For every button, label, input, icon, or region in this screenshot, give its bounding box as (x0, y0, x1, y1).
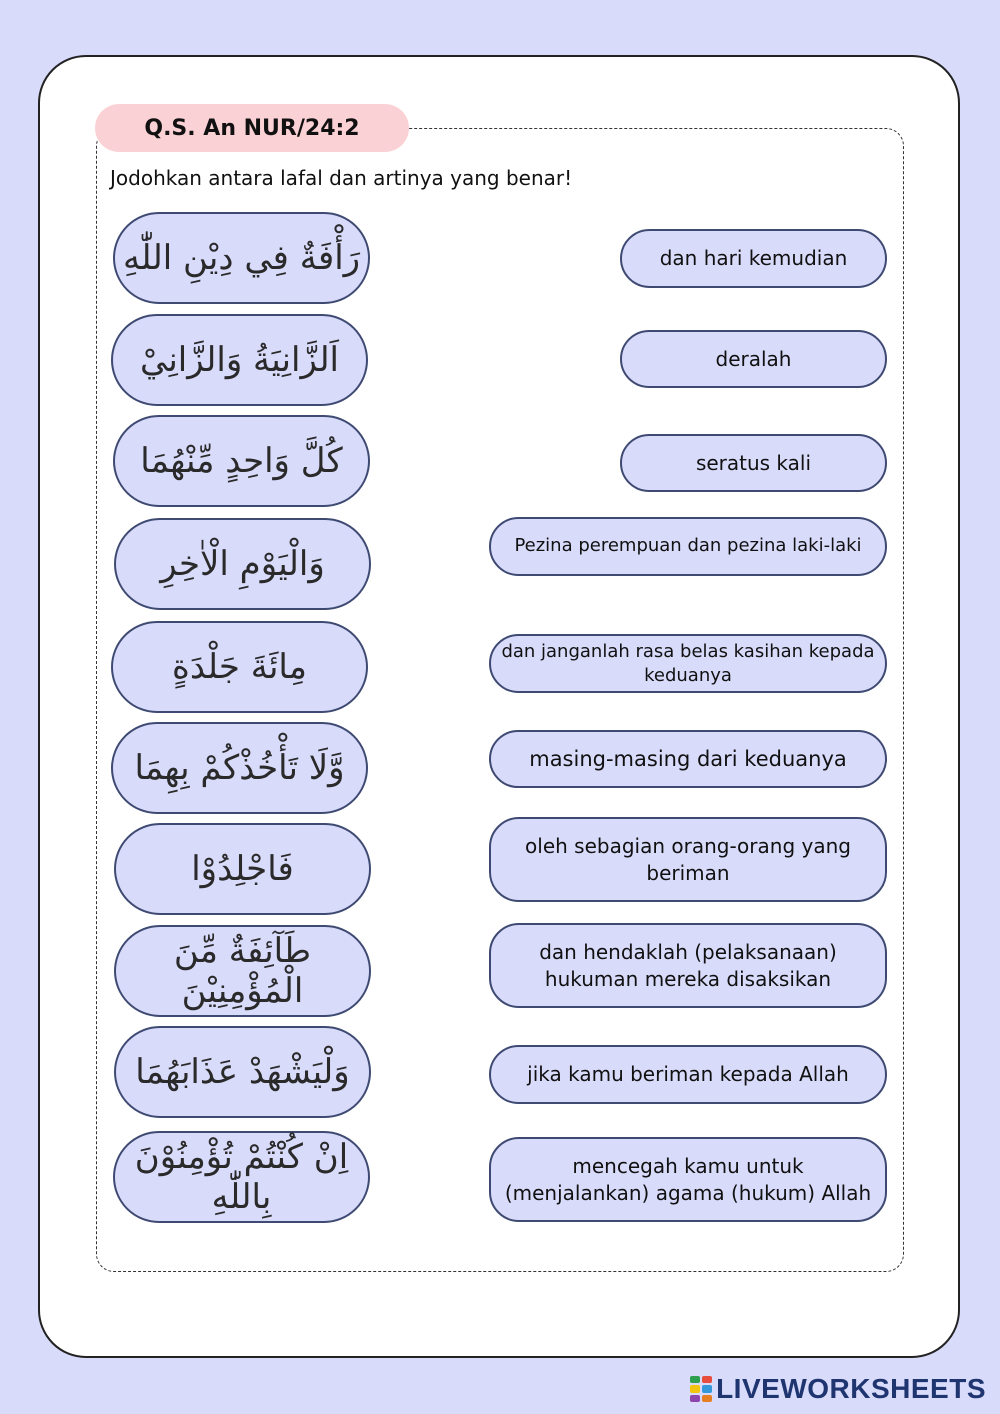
lafal-item-2[interactable]: اَلزَّانِيَةُ وَالزَّانِيْ (111, 314, 368, 406)
instruction-text: Jodohkan antara lafal dan artinya yang benar! (110, 166, 573, 190)
lafal-item-4[interactable]: وَالْيَوْمِ الْاٰخِرِ (114, 518, 371, 610)
arti-item-7[interactable]: oleh sebagian orang-orang yang beriman (489, 817, 887, 902)
arti-item-1[interactable]: dan hari kemudian (620, 229, 887, 288)
arti-item-3[interactable]: seratus kali (620, 434, 887, 492)
lafal-item-7[interactable]: فَاجْلِدُوْا (114, 823, 371, 915)
lafal-item-6[interactable]: وَّلَا تَأْخُذْكُمْ بِهِمَا (111, 722, 368, 814)
arti-item-9[interactable]: jika kamu beriman kepada Allah (489, 1045, 887, 1104)
lafal-item-5[interactable]: مِائَةَ جَلْدَةٍ (111, 621, 368, 713)
lafal-item-10[interactable]: اِنْ كُنْتُمْ تُؤْمِنُوْنَ بِاللّٰهِ (113, 1131, 370, 1223)
arti-item-6[interactable]: masing-masing dari keduanya (489, 730, 887, 788)
lafal-item-1[interactable]: رَأْفَةٌ فِي دِيْنِ اللّٰهِ (113, 212, 370, 304)
liveworksheets-logo-icon (690, 1376, 712, 1402)
liveworksheets-logo[interactable] (690, 1372, 986, 1406)
lafal-item-9[interactable]: وَلْيَشْهَدْ عَذَابَهُمَا (114, 1026, 371, 1118)
worksheet-title: Q.S. An NUR/24:2 (95, 104, 409, 152)
arti-item-5[interactable]: dan janganlah rasa belas kasihan kepada keduanya (489, 634, 887, 693)
arti-item-4[interactable]: Pezina perempuan dan pezina laki-laki (489, 517, 887, 576)
arti-item-2[interactable]: deralah (620, 330, 887, 388)
arti-item-8[interactable]: dan hendaklah (pelaksanaan) hukuman mereka disaksikan (489, 923, 887, 1008)
lafal-item-3[interactable]: كُلَّ وَاحِدٍ مِّنْهُمَا (113, 415, 370, 507)
lafal-item-8[interactable]: طَآئِفَةٌ مِّنَ الْمُؤْمِنِيْنَ (114, 925, 371, 1017)
logo-text: LIVEWORKSHEETS (716, 1373, 986, 1404)
arti-item-10[interactable]: mencegah kamu untuk (menjalankan) agama (hukum) Allah (489, 1137, 887, 1222)
